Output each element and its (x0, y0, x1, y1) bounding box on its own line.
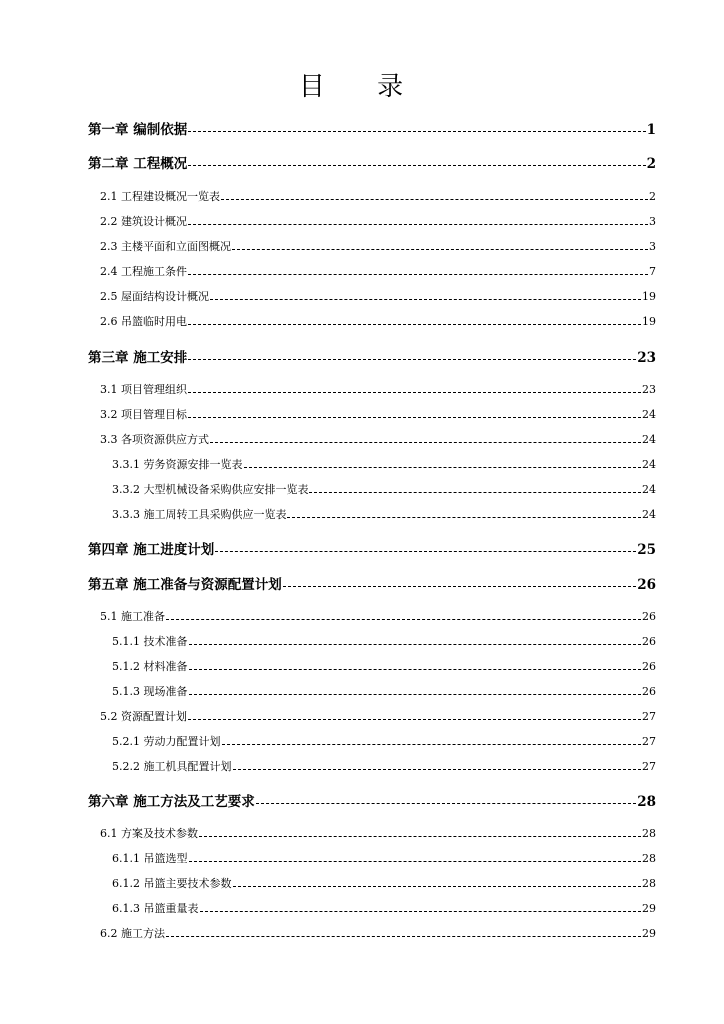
toc-entry[interactable] (112, 733, 656, 749)
toc-entry-label: 5.1.3 现场准备 (112, 685, 188, 698)
toc-entry-page: 27 (642, 735, 656, 748)
toc-entry[interactable] (88, 152, 656, 172)
toc-entry-label: 5.2.1 劳动力配置计划 (112, 735, 221, 748)
toc-entry-label: 5.1.2 材料准备 (112, 660, 188, 673)
toc-leader-dashes (189, 694, 642, 695)
toc-leader-dashes (210, 299, 641, 300)
toc-entry[interactable] (88, 346, 656, 366)
toc-leader-dashes (256, 803, 637, 804)
toc-entry[interactable] (100, 925, 656, 941)
toc-leader-dashes (189, 669, 642, 670)
toc-entry[interactable] (88, 118, 656, 138)
toc-entry-page: 24 (642, 508, 656, 521)
toc-entry-page: 23 (642, 383, 656, 396)
toc-leader-dashes (188, 719, 641, 720)
toc-entry[interactable] (100, 288, 656, 304)
toc-entry-page: 29 (642, 927, 656, 940)
toc-entry-page: 24 (642, 458, 656, 471)
toc-entry-label: 3.3.2 大型机械设备采购供应安排一览表 (112, 483, 309, 496)
toc-entry-label: 3.2 项目管理目标 (100, 408, 187, 421)
toc-entry-label: 2.2 建筑设计概况 (100, 215, 187, 228)
toc-entry-page: 3 (649, 215, 656, 228)
toc-entry-page: 26 (642, 635, 656, 648)
toc-entry-label: 6.1.1 吊篮选型 (112, 852, 188, 865)
toc-entry[interactable] (88, 790, 656, 810)
toc-leader-dashes (287, 517, 641, 518)
toc-leader-dashes (166, 619, 641, 620)
toc-entry[interactable] (112, 481, 656, 497)
toc-entry[interactable] (112, 900, 656, 916)
toc-entry-page: 25 (637, 542, 656, 558)
toc-entry-page: 1 (646, 122, 656, 138)
toc-entry-label: 第一章 编制依据 (88, 122, 188, 138)
toc-leader-dashes (188, 324, 641, 325)
toc-entry-page: 28 (642, 852, 656, 865)
toc-entry-label: 6.1 方案及技术参数 (100, 827, 198, 840)
toc-entry[interactable] (100, 431, 656, 447)
toc-entry-page: 28 (642, 827, 656, 840)
toc-entry-page: 29 (642, 902, 656, 915)
toc-entry-page: 7 (649, 265, 656, 278)
toc-leader-dashes (188, 165, 645, 166)
toc-entry-page: 28 (637, 794, 656, 810)
toc-entry-label: 3.3.3 施工周转工具采购供应一览表 (112, 508, 287, 521)
toc-entry-page: 26 (642, 660, 656, 673)
toc-leader-dashes (309, 492, 641, 493)
toc-leader-dashes (188, 392, 641, 393)
toc-leader-dashes (244, 467, 642, 468)
toc-entry-page: 26 (642, 610, 656, 623)
toc-entry-label: 2.5 屋面结构设计概况 (100, 290, 209, 303)
toc-entry-label: 5.2 资源配置计划 (100, 710, 187, 723)
toc-leader-dashes (188, 224, 648, 225)
toc-entry-page: 23 (637, 350, 656, 366)
toc-leader-dashes (199, 836, 641, 837)
toc-leader-dashes (188, 274, 648, 275)
toc-leader-dashes (188, 131, 645, 132)
toc-entry-page: 26 (642, 685, 656, 698)
toc-leader-dashes (188, 359, 636, 360)
toc-entry-label: 第六章 施工方法及工艺要求 (88, 794, 255, 810)
toc-entry-label: 6.2 施工方法 (100, 927, 165, 940)
toc-entry[interactable] (100, 313, 656, 329)
toc-entry[interactable] (100, 213, 656, 229)
toc-entry[interactable] (112, 456, 656, 472)
toc-entry[interactable] (100, 238, 656, 254)
toc-entry[interactable] (112, 683, 656, 699)
toc-entry-label: 2.6 吊篮临时用电 (100, 315, 187, 328)
toc-entry-label: 3.3 各项资源供应方式 (100, 433, 209, 446)
toc-entry-label: 第四章 施工进度计划 (88, 542, 215, 558)
toc-entry-label: 5.1 施工准备 (100, 610, 165, 623)
toc-entry[interactable] (100, 188, 656, 204)
toc-entry-page: 28 (642, 877, 656, 890)
toc-leader-dashes (215, 551, 636, 552)
toc-leader-dashes (233, 769, 642, 770)
toc-leader-dashes (210, 442, 641, 443)
toc-leader-dashes (188, 417, 641, 418)
toc-title: 目 录 (298, 72, 426, 102)
toc-entry[interactable] (100, 708, 656, 724)
toc-entry-label: 6.1.3 吊篮重量表 (112, 902, 199, 915)
toc-entry-page: 2 (649, 190, 656, 203)
toc-leader-dashes (200, 911, 642, 912)
toc-leader-dashes (221, 199, 648, 200)
toc-entry[interactable] (112, 875, 656, 891)
toc-entry[interactable] (100, 263, 656, 279)
toc-entry-label: 第二章 工程概况 (88, 156, 188, 172)
toc-entry[interactable] (112, 850, 656, 866)
toc-entry-label: 5.2.2 施工机具配置计划 (112, 760, 232, 773)
toc-entry[interactable] (112, 506, 656, 522)
toc-entry[interactable] (100, 608, 656, 624)
toc-leader-dashes (189, 644, 642, 645)
toc-entry[interactable] (112, 758, 656, 774)
toc-entry[interactable] (100, 406, 656, 422)
toc-entry-label: 3.3.1 劳务资源安排一览表 (112, 458, 243, 471)
toc-entry-label: 第五章 施工准备与资源配置计划 (88, 577, 282, 593)
toc-entry-label: 第三章 施工安排 (88, 350, 188, 366)
toc-entry-page: 19 (642, 315, 656, 328)
toc-entry-label: 2.1 工程建设概况一览表 (100, 190, 220, 203)
toc-entry-page: 2 (646, 156, 656, 172)
toc-entry-page: 24 (642, 433, 656, 446)
toc-leader-dashes (222, 744, 642, 745)
toc-entry-page: 24 (642, 408, 656, 421)
toc-entry-label: 2.3 主楼平面和立面图概况 (100, 240, 231, 253)
toc-leader-dashes (233, 886, 642, 887)
toc-leader-dashes (189, 861, 642, 862)
toc-entry-page: 26 (637, 577, 656, 593)
toc-entry-page: 27 (642, 710, 656, 723)
toc-entry-page: 24 (642, 483, 656, 496)
toc-entry-page: 27 (642, 760, 656, 773)
toc-entry-page: 19 (642, 290, 656, 303)
toc-entry[interactable] (100, 381, 656, 397)
toc-entry-label: 2.4 工程施工条件 (100, 265, 187, 278)
toc-leader-dashes (283, 586, 637, 587)
toc-entry[interactable] (88, 573, 656, 593)
toc-entry-page: 3 (649, 240, 656, 253)
toc-entry[interactable] (88, 538, 656, 558)
toc-entry-label: 5.1.1 技术准备 (112, 635, 188, 648)
toc-leader-dashes (166, 936, 641, 937)
toc-entry[interactable] (112, 658, 656, 674)
toc-leader-dashes (232, 249, 648, 250)
toc-entry[interactable] (100, 825, 656, 841)
toc-entry[interactable] (112, 633, 656, 649)
toc-entry-label: 6.1.2 吊篮主要技术参数 (112, 877, 232, 890)
toc-entry-label: 3.1 项目管理组织 (100, 383, 187, 396)
